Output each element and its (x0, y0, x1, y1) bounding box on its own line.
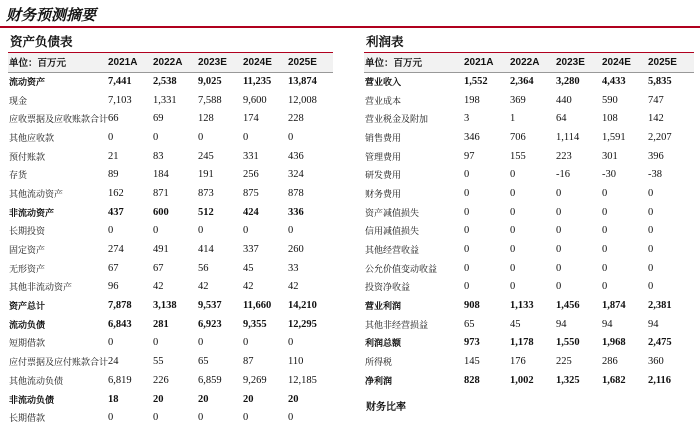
row-value: 0 (510, 225, 516, 237)
table-row (8, 128, 333, 147)
row-value: -30 (602, 169, 616, 181)
row-value: 0 (602, 187, 608, 199)
table-row (364, 203, 694, 222)
row-value: 0 (288, 225, 294, 237)
row-value: 706 (510, 131, 526, 143)
row-value: 1,874 (602, 300, 626, 312)
row-value: 0 (556, 187, 562, 199)
row-value: 191 (198, 169, 214, 181)
row-value: 301 (602, 150, 618, 162)
table-row (8, 315, 333, 334)
row-label: 所得税 (365, 358, 393, 369)
row-value: 225 (556, 356, 572, 368)
row-label: 预付账款 (9, 152, 46, 163)
row-label: 净利润 (365, 376, 393, 387)
row-value: 2,381 (648, 300, 672, 312)
row-value: 414 (198, 244, 214, 256)
row-value: 1 (510, 113, 516, 125)
row-value: 94 (602, 318, 613, 330)
row-value: 3,280 (556, 76, 580, 88)
row-value: 0 (510, 206, 516, 218)
row-label: 应付票据及应付账款合计 (9, 358, 108, 369)
row-value: 1,591 (602, 131, 626, 143)
row-value: 0 (556, 281, 562, 293)
row-value: 145 (464, 356, 480, 368)
row-value: 9,600 (243, 94, 267, 106)
table-row (8, 91, 333, 110)
year-header: 2023E (198, 53, 243, 72)
table-row (8, 203, 333, 222)
row-value: 1,550 (556, 337, 580, 349)
row-value: 0 (602, 244, 608, 256)
row-label: 其他经营收益 (365, 246, 420, 257)
year-header: 2025E (648, 53, 694, 72)
row-value: -38 (648, 169, 662, 181)
unit-label: 单位：百万元 (364, 53, 464, 72)
row-value: 0 (602, 225, 608, 237)
row-value: -16 (556, 169, 570, 181)
row-value: 7,878 (108, 300, 132, 312)
income-statement-header-row (364, 53, 694, 72)
row-value: 110 (288, 356, 304, 368)
row-value: 45 (510, 318, 521, 330)
row-label: 资产减值损失 (365, 208, 420, 219)
row-value: 369 (510, 94, 526, 106)
row-value: 256 (243, 169, 259, 181)
row-value: 142 (648, 113, 664, 125)
row-label: 其他流动负债 (9, 376, 64, 387)
row-value: 0 (243, 131, 249, 143)
row-value: 875 (243, 187, 259, 199)
row-value: 360 (648, 356, 664, 368)
row-value: 42 (198, 281, 209, 293)
balance-sheet-panel (8, 32, 333, 427)
row-value: 0 (510, 281, 516, 293)
row-value: 42 (288, 281, 299, 293)
table-row (8, 165, 333, 184)
row-value: 0 (648, 187, 654, 199)
table-row (8, 371, 333, 390)
row-label: 研发费用 (365, 171, 402, 182)
row-value: 12,008 (288, 94, 317, 106)
row-value: 0 (288, 412, 294, 424)
table-row (364, 315, 694, 334)
row-label: 营业收入 (365, 78, 402, 89)
row-value: 424 (243, 206, 259, 218)
row-value: 21 (108, 150, 119, 162)
row-value: 491 (153, 244, 169, 256)
row-label: 财务费用 (365, 189, 402, 200)
row-label: 无形资产 (9, 264, 46, 275)
row-value: 0 (108, 131, 114, 143)
balance-sheet-header-row (8, 53, 333, 72)
row-value: 324 (288, 169, 304, 181)
table-row (364, 165, 694, 184)
row-value: 2,475 (648, 337, 672, 349)
table-row (8, 334, 333, 353)
row-value: 33 (288, 262, 299, 274)
row-value: 260 (288, 244, 304, 256)
row-label: 其他应收款 (9, 133, 55, 144)
row-value: 4,433 (602, 76, 626, 88)
row-value: 9,025 (198, 76, 222, 88)
table-row (8, 259, 333, 278)
row-value: 11,235 (243, 76, 272, 88)
row-value: 873 (198, 187, 214, 199)
row-value: 0 (464, 225, 470, 237)
row-value: 0 (556, 225, 562, 237)
table-row (8, 240, 333, 259)
row-value: 331 (243, 150, 259, 162)
row-value: 97 (464, 150, 475, 162)
row-value: 0 (108, 412, 114, 424)
row-value: 878 (288, 187, 304, 199)
row-value: 3,138 (153, 300, 177, 312)
table-row (364, 259, 694, 278)
table-row (364, 91, 694, 110)
year-header: 2021A (108, 53, 153, 72)
row-value: 281 (153, 318, 169, 330)
row-value: 437 (108, 206, 124, 218)
row-label: 公允价值变动收益 (365, 264, 438, 275)
row-value: 0 (153, 412, 159, 424)
row-value: 0 (556, 206, 562, 218)
row-value: 0 (464, 262, 470, 274)
table-row (364, 240, 694, 259)
row-value: 6,859 (198, 374, 222, 386)
row-value: 274 (108, 244, 124, 256)
row-value: 0 (510, 169, 516, 181)
row-value: 55 (153, 356, 164, 368)
row-value: 0 (153, 131, 159, 143)
row-value: 346 (464, 131, 480, 143)
table-row (8, 72, 333, 91)
row-label: 固定资产 (9, 246, 46, 257)
row-value: 0 (243, 337, 249, 349)
row-value: 226 (153, 374, 169, 386)
row-value: 20 (243, 393, 254, 405)
row-value: 67 (108, 262, 119, 274)
row-value: 64 (556, 113, 567, 125)
row-value: 12,295 (288, 318, 317, 330)
row-value: 7,588 (198, 94, 222, 106)
row-value: 42 (243, 281, 254, 293)
row-value: 0 (464, 206, 470, 218)
row-label: 存货 (9, 171, 28, 182)
table-row (364, 296, 694, 315)
table-row (364, 222, 694, 241)
row-label: 流动负债 (9, 320, 46, 331)
table-row (364, 147, 694, 166)
row-value: 128 (198, 113, 214, 125)
ratio-section-title: 财务比率 (366, 402, 406, 413)
table-row (8, 278, 333, 297)
table-row (364, 371, 694, 390)
row-value: 0 (648, 225, 654, 237)
row-value: 6,923 (198, 318, 222, 330)
row-label: 流动资产 (9, 78, 46, 89)
row-value: 65 (464, 318, 475, 330)
row-value: 0 (108, 337, 114, 349)
row-value: 56 (198, 262, 209, 274)
row-value: 94 (556, 318, 567, 330)
row-value: 336 (288, 206, 304, 218)
row-value: 1,331 (153, 94, 177, 106)
row-value: 0 (648, 244, 654, 256)
row-label: 其他非经营损益 (365, 320, 429, 331)
row-label: 非流动资产 (9, 208, 55, 219)
row-value: 83 (153, 150, 164, 162)
row-value: 0 (510, 244, 516, 256)
income-statement-table (364, 53, 694, 390)
row-value: 13,874 (288, 76, 317, 88)
row-value: 871 (153, 187, 169, 199)
row-value: 155 (510, 150, 526, 162)
row-value: 42 (153, 281, 164, 293)
table-row (364, 128, 694, 147)
row-value: 9,355 (243, 318, 267, 330)
table-row (364, 109, 694, 128)
row-value: 198 (464, 94, 480, 106)
row-value: 0 (153, 337, 159, 349)
year-header: 2024E (602, 53, 648, 72)
row-value: 0 (510, 187, 516, 199)
row-value: 223 (556, 150, 572, 162)
row-value: 512 (198, 206, 214, 218)
row-value: 184 (153, 169, 169, 181)
row-value: 0 (602, 262, 608, 274)
row-label: 投资净收益 (365, 283, 411, 294)
table-row (364, 184, 694, 203)
table-row (8, 352, 333, 371)
row-value: 228 (288, 113, 304, 125)
row-value: 14,210 (288, 300, 317, 312)
row-value: 0 (243, 412, 249, 424)
row-value: 1,002 (510, 374, 534, 386)
row-value: 600 (153, 206, 169, 218)
row-value: 11,660 (243, 300, 272, 312)
row-value: 6,819 (108, 374, 132, 386)
row-label: 营业成本 (365, 96, 402, 107)
row-label: 长期借款 (9, 414, 46, 425)
row-value: 12,185 (288, 374, 317, 386)
row-value: 0 (648, 206, 654, 218)
row-label: 应收票据及应收账款合计 (9, 115, 108, 126)
row-value: 828 (464, 374, 480, 386)
row-value: 5,835 (648, 76, 672, 88)
row-value: 0 (648, 281, 654, 293)
row-value: 1,456 (556, 300, 580, 312)
row-value: 87 (243, 356, 254, 368)
row-label: 资产总计 (9, 302, 46, 313)
row-label: 现金 (9, 96, 28, 107)
row-value: 0 (464, 169, 470, 181)
row-label: 其他非流动资产 (9, 283, 73, 294)
year-header: 2021A (464, 53, 510, 72)
row-value: 24 (108, 356, 119, 368)
row-value: 65 (198, 356, 209, 368)
row-value: 337 (243, 244, 259, 256)
income-statement-panel (364, 32, 694, 390)
unit-label: 单位：百万元 (8, 53, 108, 72)
row-value: 6,843 (108, 318, 132, 330)
row-value: 747 (648, 94, 664, 106)
row-value: 1,178 (510, 337, 534, 349)
row-value: 0 (556, 262, 562, 274)
table-row (8, 408, 333, 427)
table-row (8, 222, 333, 241)
table-row (364, 278, 694, 297)
row-value: 1,114 (556, 131, 580, 143)
row-value: 174 (243, 113, 259, 125)
row-value: 1,325 (556, 374, 580, 386)
row-label: 短期借款 (9, 339, 46, 350)
row-value: 0 (602, 281, 608, 293)
table-row (8, 147, 333, 166)
row-value: 2,116 (648, 374, 672, 386)
row-value: 0 (198, 131, 204, 143)
row-value: 440 (556, 94, 572, 106)
row-value: 0 (288, 131, 294, 143)
year-header: 2023E (556, 53, 602, 72)
row-value: 0 (198, 337, 204, 349)
row-value: 0 (288, 337, 294, 349)
table-row (364, 72, 694, 91)
row-value: 20 (198, 393, 209, 405)
row-value: 69 (153, 113, 164, 125)
row-value: 9,537 (198, 300, 222, 312)
table-row (8, 184, 333, 203)
row-value: 973 (464, 337, 480, 349)
row-value: 20 (153, 393, 164, 405)
row-value: 162 (108, 187, 124, 199)
row-value: 2,538 (153, 76, 177, 88)
row-value: 94 (648, 318, 659, 330)
balance-sheet-title: 资产负债表 (8, 32, 333, 53)
row-value: 0 (243, 225, 249, 237)
row-value: 0 (464, 244, 470, 256)
row-value: 0 (153, 225, 159, 237)
year-header: 2022A (153, 53, 198, 72)
row-value: 1,968 (602, 337, 626, 349)
row-value: 590 (602, 94, 618, 106)
row-value: 45 (243, 262, 254, 274)
row-value: 396 (648, 150, 664, 162)
income-statement-title: 利润表 (364, 32, 694, 53)
row-value: 0 (556, 244, 562, 256)
row-label: 信用减值损失 (365, 227, 420, 238)
row-value: 1,552 (464, 76, 488, 88)
page-title: 财务预测摘要 (6, 6, 97, 24)
row-label: 管理费用 (365, 152, 402, 163)
row-value: 7,441 (108, 76, 132, 88)
row-value: 1,682 (602, 374, 626, 386)
year-header: 2024E (243, 53, 288, 72)
row-value: 286 (602, 356, 618, 368)
balance-sheet-table (8, 53, 333, 427)
table-row (364, 352, 694, 371)
row-label: 销售费用 (365, 133, 402, 144)
row-label: 利润总额 (365, 339, 402, 350)
row-value: 0 (602, 206, 608, 218)
table-row (8, 109, 333, 128)
row-value: 245 (198, 150, 214, 162)
row-value: 20 (288, 393, 299, 405)
row-label: 营业税金及附加 (365, 115, 429, 126)
row-value: 0 (648, 262, 654, 274)
row-value: 1,133 (510, 300, 534, 312)
row-value: 66 (108, 113, 119, 125)
row-value: 0 (464, 187, 470, 199)
row-label: 长期投资 (9, 227, 46, 238)
year-header: 2025E (288, 53, 333, 72)
table-row (8, 390, 333, 409)
row-value: 3 (464, 113, 470, 125)
row-value: 2,207 (648, 131, 672, 143)
row-value: 0 (198, 225, 204, 237)
row-value: 908 (464, 300, 480, 312)
row-value: 96 (108, 281, 119, 293)
row-value: 436 (288, 150, 304, 162)
row-value: 108 (602, 113, 618, 125)
row-value: 0 (464, 281, 470, 293)
row-value: 18 (108, 393, 119, 405)
row-value: 0 (198, 412, 204, 424)
title-rule (0, 26, 700, 28)
table-row (8, 296, 333, 315)
row-value: 9,269 (243, 374, 267, 386)
row-label: 其他流动资产 (9, 189, 64, 200)
row-value: 0 (108, 225, 114, 237)
row-label: 非流动负债 (9, 395, 55, 406)
row-value: 0 (510, 262, 516, 274)
year-header: 2022A (510, 53, 556, 72)
table-row (364, 334, 694, 353)
row-value: 89 (108, 169, 119, 181)
row-label: 营业利润 (365, 302, 402, 313)
row-value: 7,103 (108, 94, 132, 106)
row-value: 2,364 (510, 76, 534, 88)
row-value: 176 (510, 356, 526, 368)
row-value: 67 (153, 262, 164, 274)
